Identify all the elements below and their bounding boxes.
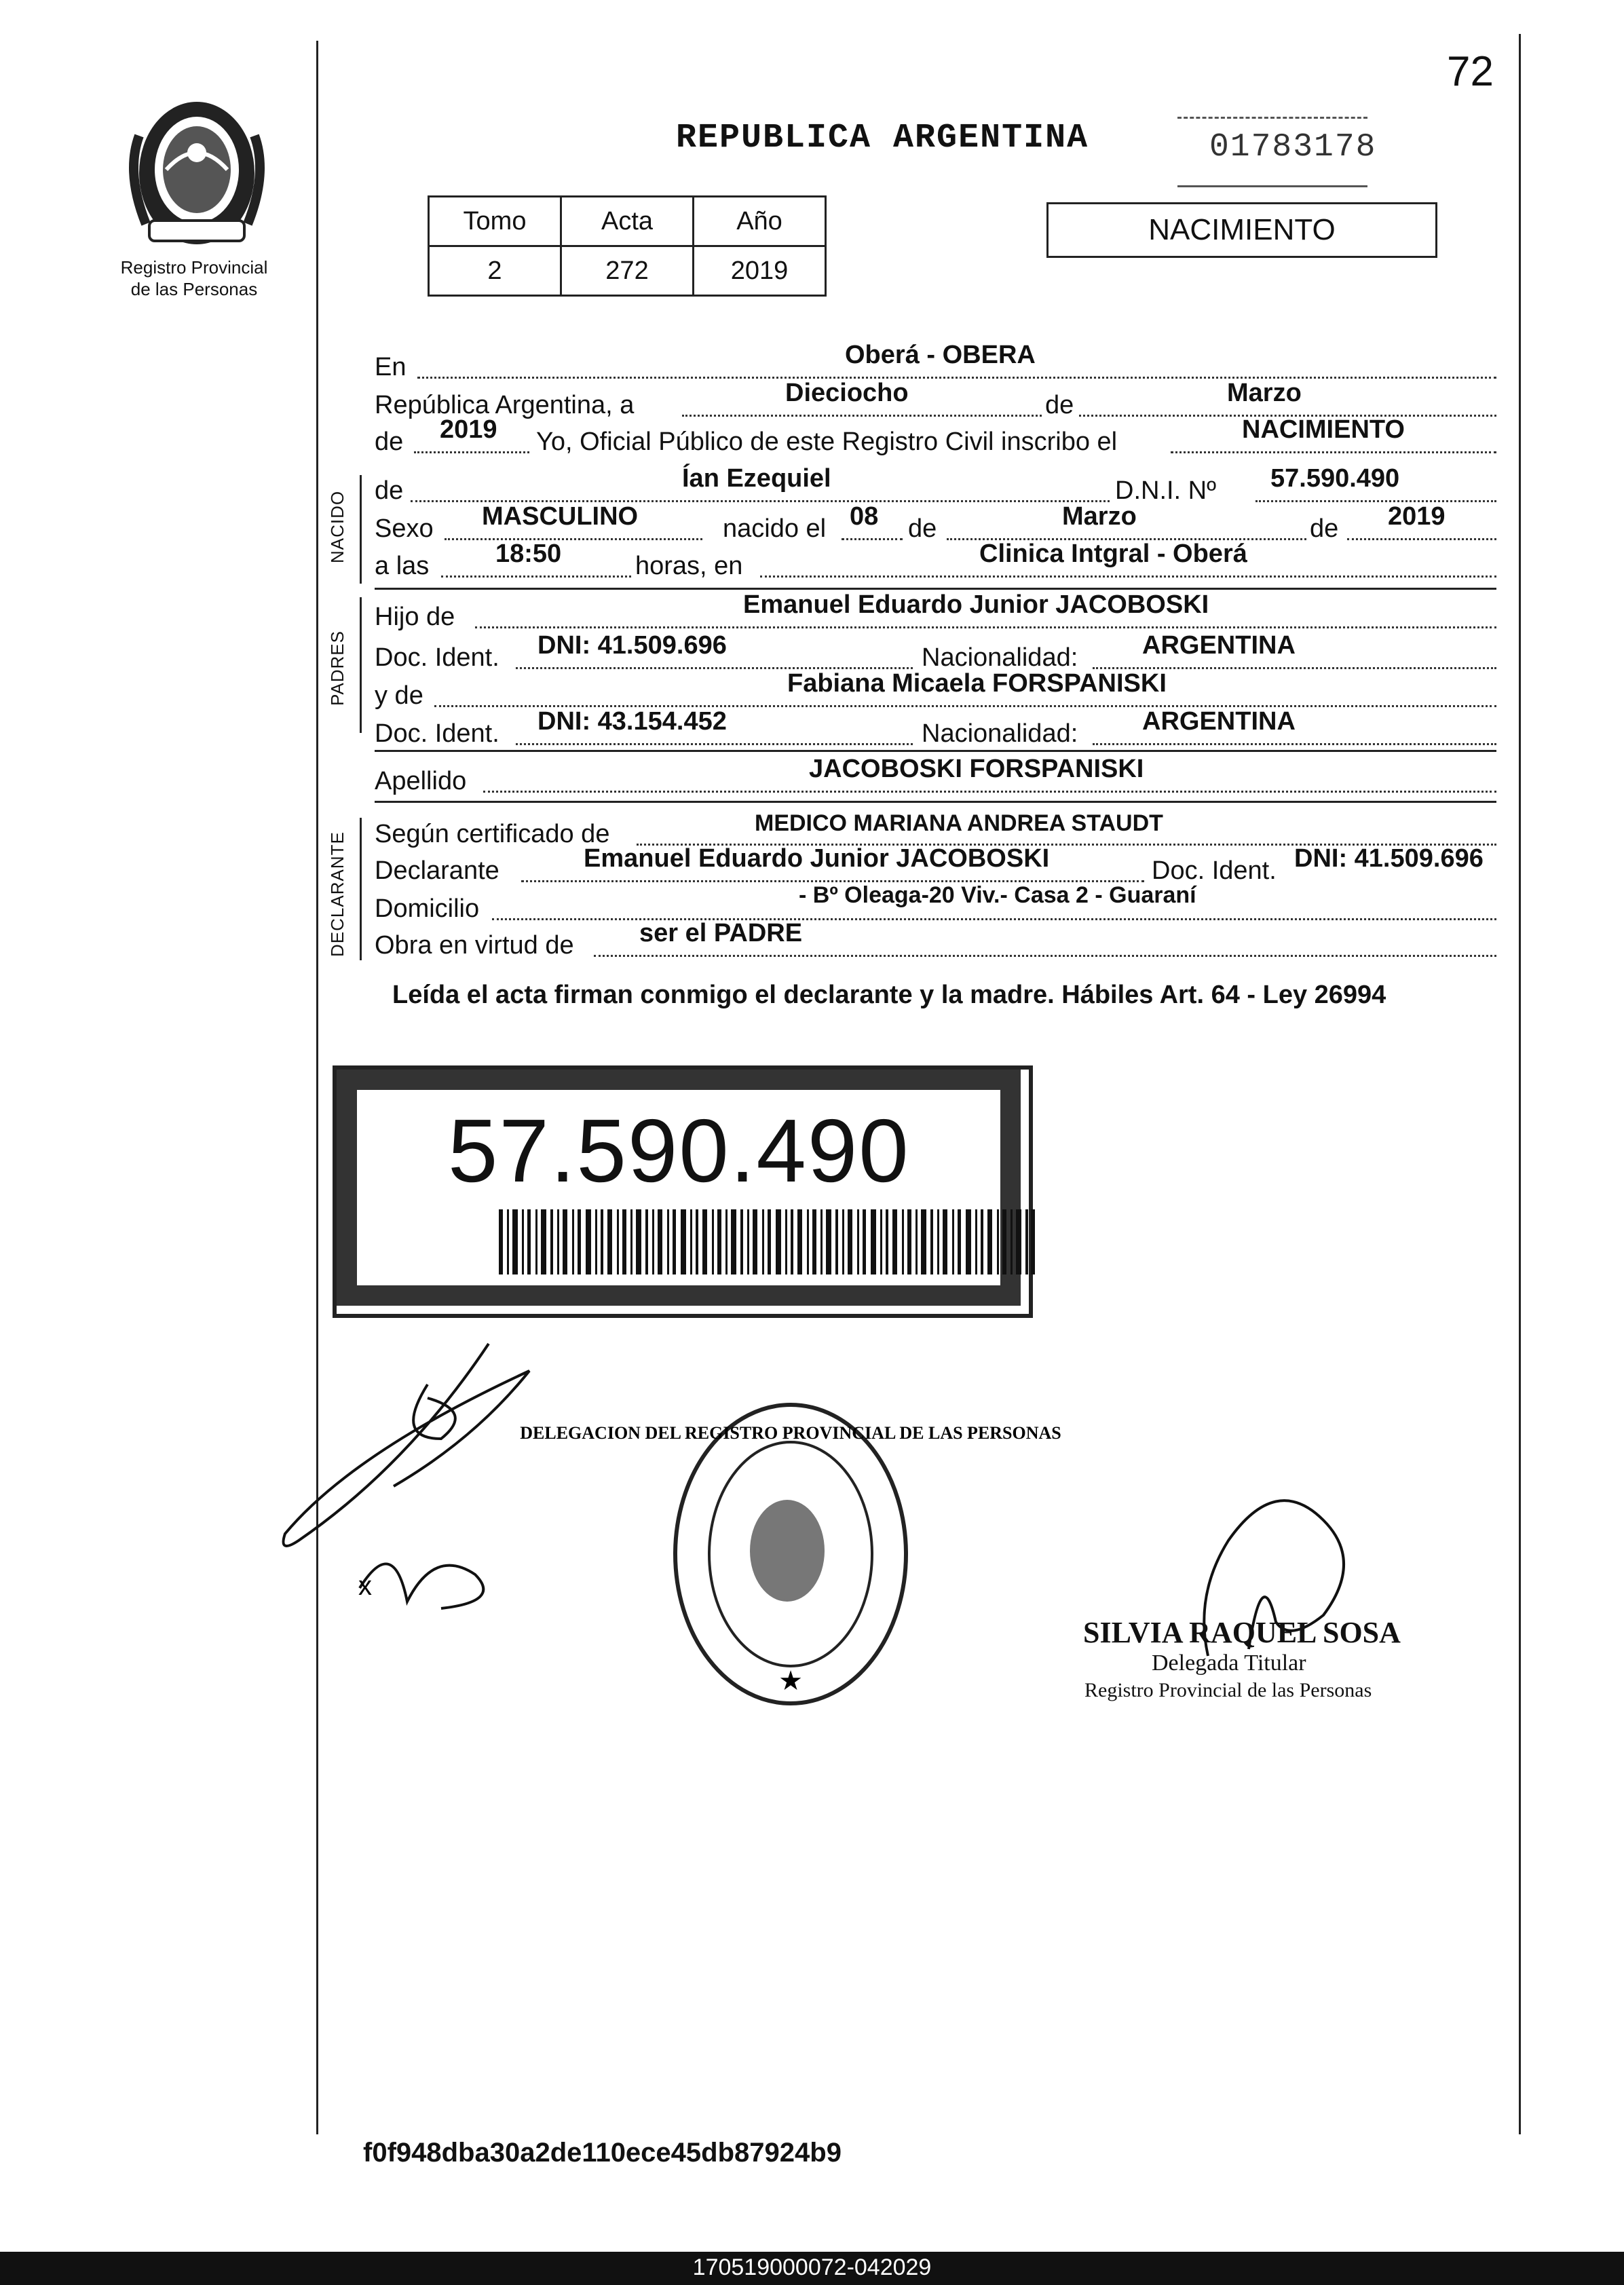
label-nationality-father: Nacionalidad: (922, 643, 1078, 672)
dotted-line (1093, 743, 1496, 745)
record-table (428, 195, 827, 297)
dotted-line (760, 575, 1496, 578)
section-divider (360, 475, 362, 584)
barcode (499, 1209, 1035, 1274)
section-label-padres: PADRES (327, 630, 347, 706)
provincial-logo (119, 95, 275, 251)
value-apellido: JACOBOSKI FORSPANISKI (809, 755, 1144, 783)
header-anio: Año (694, 197, 826, 246)
dotted-line (475, 626, 1496, 628)
label-certificado: Según certificado de (375, 820, 610, 848)
section-divider (360, 818, 362, 960)
document-title: REPUBLICA ARGENTINA (676, 119, 1089, 157)
dotted-line (1347, 538, 1496, 540)
label-en: En (375, 353, 407, 381)
label-dni: D.N.I. Nº (1115, 476, 1216, 505)
label-y-de: y de (375, 681, 423, 710)
dotted-line (516, 743, 913, 745)
label-apellido: Apellido (375, 767, 467, 795)
label-doc-declarante: Doc. Ident. (1152, 856, 1277, 885)
label-doc-mother: Doc. Ident. (375, 719, 499, 748)
header-tomo: Tomo (429, 197, 561, 246)
label-de-name: de (375, 476, 404, 505)
value-dni: 57.590.490 (1270, 464, 1400, 493)
section-divider (360, 597, 362, 733)
separator (375, 801, 1496, 803)
label-inscribo: Yo, Oficial Público de este Registro Civil inscribo el (536, 428, 1118, 456)
document-hash: f0f948dba30a2de110ece45db87924b9 (363, 2138, 842, 2168)
value-birth-year: 2019 (1388, 502, 1446, 531)
label-obra: Obra en virtud de (375, 931, 574, 960)
separator (375, 750, 1496, 752)
value-doc-mother: DNI: 43.154.452 (537, 707, 727, 736)
value-acta: 272 (561, 246, 694, 296)
value-nationality-mother: ARGENTINA (1142, 707, 1296, 736)
dotted-line (414, 451, 529, 453)
stamp-text: DELEGACION DEL REGISTRO PROVINCIAL DE LAS PERSONAS (520, 1423, 1061, 1443)
label-sexo: Sexo (375, 514, 434, 543)
label-de-year2: de (1310, 514, 1339, 543)
dotted-line (682, 415, 1042, 417)
logo-caption: Registro Provincial de las Personas (120, 257, 268, 299)
value-year: 2019 (440, 415, 497, 444)
value-city: Oberá - OBERA (845, 341, 1036, 369)
svg-text:★: ★ (778, 1666, 803, 1696)
value-mother: Fabiana Micaela FORSPANISKI (787, 669, 1167, 698)
value-tomo: 2 (429, 246, 561, 296)
delegate-name: SILVIA RAQUEL SOSA (1083, 1616, 1401, 1649)
official-stamp (520, 1398, 1061, 1710)
value-certificado: MEDICO MARIANA ANDREA STAUDT (755, 810, 1163, 836)
value-doc-father: DNI: 41.509.696 (537, 631, 727, 660)
dotted-line (417, 377, 1496, 379)
footer-code: 170519000072-042029 (692, 2254, 932, 2280)
value-doc-declarante: DNI: 41.509.696 (1294, 844, 1484, 873)
header-acta: Acta (561, 197, 694, 246)
value-month: Marzo (1227, 379, 1302, 407)
value-nationality-father: ARGENTINA (1142, 631, 1296, 660)
value-day: Dieciocho (785, 379, 909, 407)
value-birth-place: Clinica Intgral - Oberá (979, 540, 1247, 568)
label-nacido-el: nacido el (723, 514, 827, 543)
label-doc-father: Doc. Ident. (375, 643, 499, 672)
value-birth-day: 08 (850, 502, 879, 531)
dotted-line (483, 791, 1496, 793)
label-horas: horas, en (635, 552, 743, 580)
label-hijo-de: Hijo de (375, 603, 455, 631)
dni-card-number: 57.590.490 (448, 1101, 910, 1201)
value-birth-month: Marzo (1062, 502, 1137, 531)
label-de: de (1045, 391, 1074, 419)
dotted-line (842, 538, 903, 540)
record-type-box: NACIMIENTO (1046, 202, 1437, 258)
value-time: 18:50 (495, 540, 562, 568)
label-republic: República Argentina, a (375, 391, 635, 419)
dotted-line (594, 955, 1496, 957)
value-domicilio: - Bº Oleaga-20 Viv.- Casa 2 - Guaraní (799, 882, 1196, 908)
value-name: Ían Ezequiel (682, 464, 831, 493)
label-declarante: Declarante (375, 856, 499, 885)
page-number: 72 (1447, 48, 1494, 95)
value-obra: ser el PADRE (639, 919, 803, 947)
declarant-signature (271, 1330, 584, 1636)
value-anio: 2019 (694, 246, 826, 296)
section-label-nacido: NACIDO (327, 490, 347, 563)
dotted-line (1171, 451, 1496, 453)
label-de-month: de (908, 514, 937, 543)
label-a-las: a las (375, 552, 430, 580)
value-declarante: Emanuel Eduardo Junior JACOBOSKI (584, 844, 1050, 873)
label-domicilio: Domicilio (375, 894, 480, 923)
dotted-line (445, 538, 702, 540)
value-father: Emanuel Eduardo Junior JACOBOSKI (743, 590, 1209, 619)
left-margin-line (316, 41, 318, 2134)
value-sexo: MASCULINO (482, 502, 639, 531)
dotted-line (441, 575, 631, 578)
separator (375, 588, 1496, 590)
svg-text:x: x (358, 1571, 372, 1601)
delegate-title: Delegada Titular (1152, 1650, 1306, 1676)
right-margin-line (1519, 34, 1521, 2134)
dotted-line (1255, 500, 1496, 502)
section-label-declarante: DECLARANTE (327, 831, 347, 957)
label-nationality-mother: Nacionalidad: (922, 719, 1078, 748)
delegate-office: Registro Provincial de las Personas (1084, 1679, 1372, 1701)
serial-number: 01783178 (1209, 129, 1377, 166)
value-act: NACIMIENTO (1242, 415, 1405, 444)
label-de-year: de (375, 428, 404, 456)
legal-note: Leída el acta firman conmigo el declarante y la madre. Hábiles Art. 64 - Ley 26994 (392, 981, 1386, 1009)
